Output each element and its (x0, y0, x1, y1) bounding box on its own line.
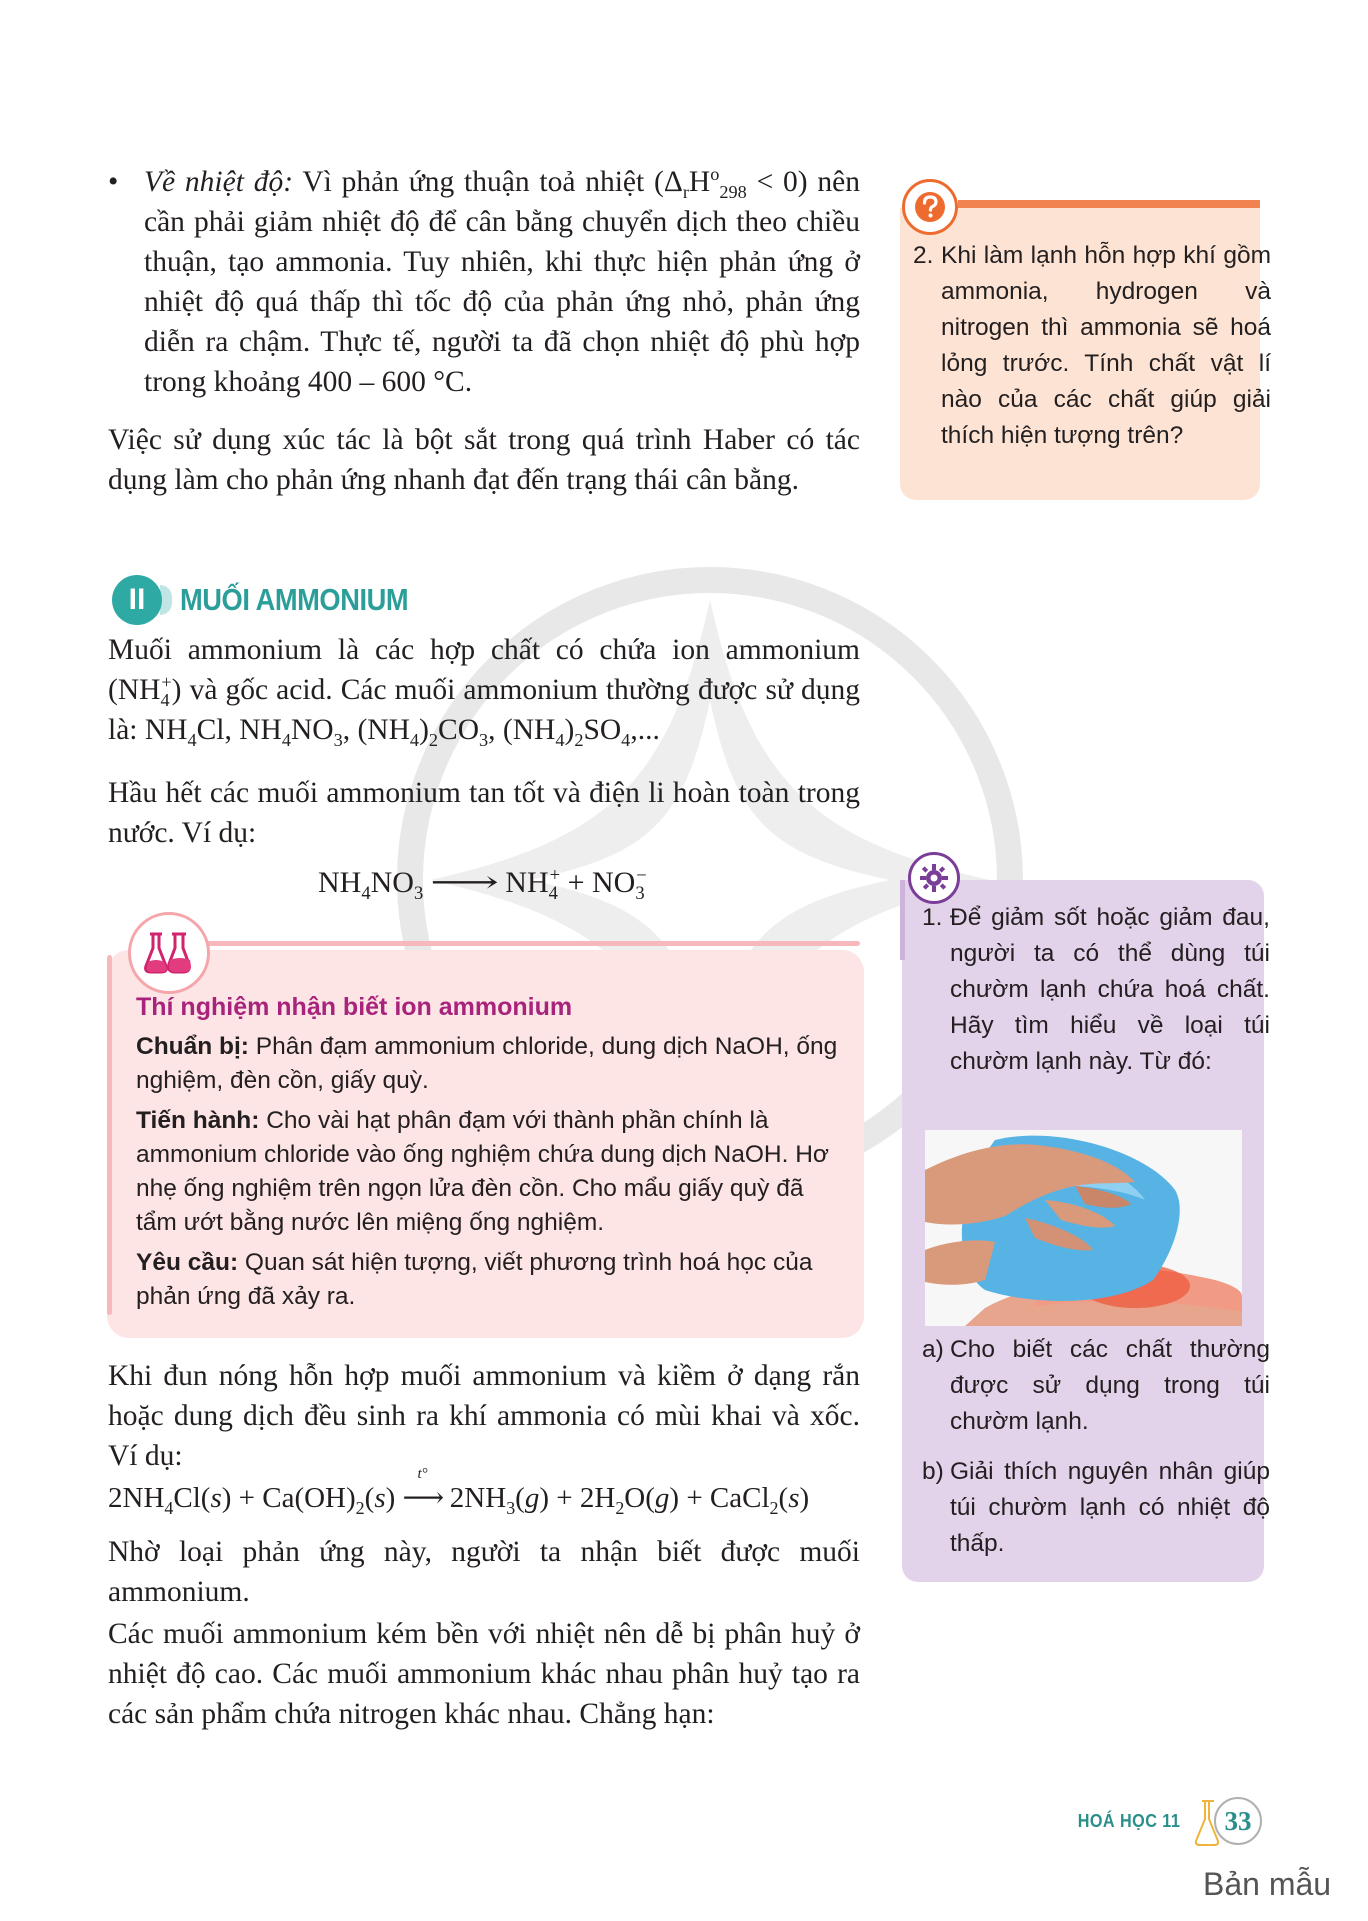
experiment-title: Thí nghiệm nhận biết ion ammonium (136, 993, 573, 1021)
salt-paragraph: Muối ammonium là các hợp chất có chứa ion ammonium $(NH_4^+)$ và gốc acid. Các muối ammonium thường được sử dụng là: $NH_4Cl$, $NH_4NO_3$, $(NH_4)_2CO_3$, $(NH_4)_2SO_4$,... (108, 634, 860, 750)
experiment-preparation: Chuẩn bị: Phân đạm ammonium chloride, dung dịch NaOH, ống nghiệm, đèn cồn, giấy quỳ. (136, 1033, 838, 1094)
section-heading (112, 574, 439, 626)
bullet-text-a: Vì phản ứng thuận toả nhiệt (Δ (302, 166, 683, 198)
section-number-badge: II (112, 575, 162, 625)
question-mark-icon (902, 179, 958, 235)
page-number: 33 (1214, 1797, 1262, 1845)
page-footer (1072, 1798, 1264, 1844)
question-top-accent (958, 200, 1260, 208)
temperature-bullet (108, 162, 860, 402)
catalyst-paragraph: Việc sử dụng xúc tác là bột sắt trong quá trình Haber có tác dụng làm cho phản ứng nhanh đạt đến trạng thái cân bằng. (108, 424, 860, 496)
heating-paragraph: Khi đun nóng hỗn hợp muối ammonium và kiềm ở dạng rắn hoặc dung dịch đều sinh ra khí ammonia có mùi khai và xốc. Ví dụ: (108, 1360, 860, 1472)
footer-book-title: HOÁ HỌC 11 (1077, 1810, 1181, 1831)
gear-apply-icon (908, 852, 960, 904)
experiment-top-accent (200, 941, 860, 946)
apply-item-a: a) Cho biết các chất thường được sử dụng trong túi chườm lạnh. (922, 1336, 1270, 1435)
equation-heating: $2NH_4Cl(s) + Ca(OH)_2(s)$ t° ⟶ $2NH_3(g) + 2H_2O(g)$ + CaCl$_2$(s) (108, 1466, 810, 1518)
experiment-procedure: Tiến hành: Cho vài hạt phân đạm với thành phần chính là ammonium chloride vào ống nghiệm chứa dung dịch NaOH. Hơ nhẹ ống nghiệm trên ngọn lửa đèn cồn. Cho mẩu giấy quỳ đã tẩm ướt bằng nước lên miệng ống nghiệm. (136, 1107, 829, 1236)
bullet-text-b: < 0) nên cần phải giảm nhiệt độ để cân bằng chuyển dịch theo chiều thuận, tạo ammonia. Tuy nhiên, khi thực hiện phản ứng ở nhiệt độ quá thấp thì tốc độ của phản ứng nhỏ, phản ứng diễn ra chậm. Thực tế, người ta đã chọn nhiệt độ phù hợp trong khoảng 400 – 600 °C. (144, 166, 860, 398)
bullet-dot: • (108, 166, 119, 198)
identify-paragraph: Nhờ loại phản ứng này, người ta nhận biết được muối ammonium. (108, 1536, 860, 1608)
bullet-lead: Về nhiệt độ: (144, 166, 294, 198)
flask-icon (128, 912, 210, 994)
section-title: MUỐI AMMONIUM (180, 582, 409, 617)
footer-page-badge (1192, 1793, 1264, 1849)
question-text: 2. Khi làm lạnh hỗn hợp khí gồm ammonia, hydrogen và nitrogen thì ammonia sẽ hoá lỏng trước. Tính chất vật lí nào của các chất giúp giải thích hiện tượng trên? (913, 242, 1271, 449)
apply-item-b: b) Giải thích nguyên nhân giúp túi chườm lạnh có nhiệt độ thấp. (922, 1458, 1270, 1557)
decompose-paragraph: Các muối ammonium kém bền với nhiệt nên dễ bị phân huỷ ở nhiệt độ cao. Các muối ammonium khác nhau phân huỷ tạo ra các sản phẩm chứa nitrogen khác nhau. Chẳng hạn: (108, 1618, 860, 1730)
sub-r: r (682, 181, 689, 202)
apply-left-accent (900, 880, 905, 960)
experiment-requirement: Yêu cầu: Quan sát hiện tượng, viết phương trình hoá học của phản ứng đã xảy ra. (136, 1249, 813, 1310)
sup-o: o (710, 164, 720, 185)
sub-298: 298 (719, 181, 747, 202)
experiment-content (136, 990, 848, 1320)
apply-text: 1. Để giảm sốt hoặc giảm đau, người ta có thể dùng túi chườm lạnh chứa hoá chất. Hãy tìm hiểu về loại túi chườm lạnh này. Từ đó: (922, 904, 1270, 1075)
dissolve-paragraph: Hầu hết các muối ammonium tan tốt và điện li hoàn toàn trong nước. Ví dụ: (108, 777, 860, 849)
sample-watermark-text: Bản mẫu (1203, 1866, 1332, 1902)
experiment-left-accent (107, 955, 112, 1315)
cold-pack-photo (925, 1130, 1242, 1326)
enthalpy-h: H (688, 166, 711, 198)
equation-dissociation: $NH_4NO_3$ ⟶ $NH_4^+ + NO_3^-$ (318, 865, 647, 904)
